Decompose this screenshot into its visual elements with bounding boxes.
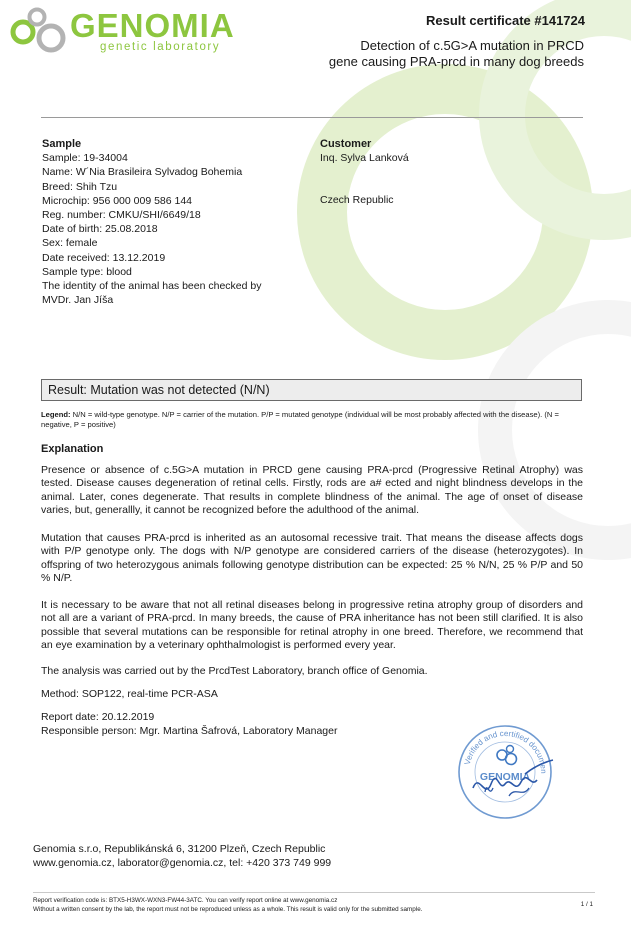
genomia-logo xyxy=(8,5,268,61)
sample-line: Breed: Shih Tzu xyxy=(42,180,118,193)
customer-heading: Customer xyxy=(320,138,372,150)
logo-circles-icon xyxy=(8,5,68,61)
explanation-heading: Explanation xyxy=(41,443,104,455)
customer-country: Czech Republic xyxy=(320,194,394,207)
verification-code: Report verification code is: BTX5-H3WX-WXN3-FW44-3ATC. You can verify report online at www.genomia.cz xyxy=(33,897,338,904)
test-title-line1: Detection of c.5G>A mutation in PRCD xyxy=(360,38,584,53)
sample-line: Sample: 19-34004 xyxy=(42,152,128,165)
footer-contact: www.genomia.cz, laborator@genomia.cz, tel: +420 373 749 999 xyxy=(33,857,332,869)
sample-line: Sex: female xyxy=(42,237,98,250)
stamp-icon xyxy=(455,722,555,822)
stamp-brand: GENOMIA xyxy=(479,771,531,783)
explanation-paragraph: Presence or absence of c.5G>A mutation in PRCD gene causing PRA-prcd (Progressive Retinal Atrophy) was tested. Disease causes degeneration of retinal cells. Firstly, rods are a# ected and night blindness develops in the animal. Later, cones degenerate. That results in complete blindness of the animal. The age of onset of disease varies, but, generallly, it cannot be recognized before the adulthood of the animal. xyxy=(41,464,583,517)
sample-line: Reg. number: CMKU/SHI/6649/18 xyxy=(42,209,201,222)
logo-brand: GENOMIA xyxy=(70,7,235,44)
sample-line: Date of birth: 25.08.2018 xyxy=(42,223,158,236)
test-title-line2: gene causing PRA-prcd in many dog breeds xyxy=(328,54,584,69)
sample-line: Microchip: 956 000 009 586 144 xyxy=(42,194,193,207)
method: Method: SOP122, real-time PCR-ASA xyxy=(41,688,218,700)
footer-address: Genomia s.r.o, Republikánská 6, 31200 Plzeň, Czech Republic xyxy=(33,843,326,855)
sample-line: Date received: 13.12.2019 xyxy=(42,251,166,264)
result-box: Result: Mutation was not detected (N/N) xyxy=(41,379,582,401)
legend xyxy=(41,410,582,430)
footer-divider xyxy=(33,892,595,893)
customer-name: Inq. Sylva Lanková xyxy=(320,152,409,165)
sample-line: Sample type: blood xyxy=(42,265,132,278)
sample-line: The identity of the animal has been checked by xyxy=(42,280,262,293)
explanation-paragraph: It is necessary to be aware that not all retinal diseases belong in progressive retina atrophy group of disorders and not all are a variant of PRA-prcd. In many breeds, the cause of PRA inheritance has not been still clarified. It is also possible that several mutations can be responsible for retinal atrophy in one breed. Therefore, we recommend that an eye examination by a veterinary ophthalmologist is performed every year. xyxy=(41,599,583,652)
page-number: 1 / 1 xyxy=(580,901,593,908)
sample-line: Name: W´Nia Brasileira Sylvadog Bohemia xyxy=(42,166,243,179)
customer-block xyxy=(320,137,520,208)
header-divider xyxy=(41,117,583,118)
sample-line: MVDr. Jan Jíša xyxy=(42,294,114,307)
legend-label: Legend: xyxy=(41,410,71,419)
certification-stamp xyxy=(455,722,555,822)
logo-subtitle: genetic laboratory xyxy=(100,41,221,53)
report-date: Report date: 20.12.2019 xyxy=(41,711,155,723)
consent-note: Without a written consent by the lab, the report must not be reproduced unless as a whole. This result is valid only for the submitted sample. xyxy=(33,906,423,913)
responsible-person: Responsible person: Mgr. Martina Šafrová, Laboratory Manager xyxy=(41,725,338,737)
lab-statement: The analysis was carried out by the PrcdTest Laboratory, branch office of Genomia. xyxy=(41,665,428,677)
explanation-paragraph: Mutation that causes PRA-prcd is inherited as an autosomal recessive trait. That means the disease affects dogs with P/P genotype only. The dogs with N/P genotype are considered carriers of the disease (heterozygotes). In offspring of two heterozygous animals following genotype distribution can be expected: 25 % N/N, 25 % P/P and 50 % N/P. xyxy=(41,532,583,585)
certificate-number: Result certificate #141724 xyxy=(426,13,585,28)
sample-heading: Sample xyxy=(42,138,82,150)
legend-text: N/N = wild-type genotype. N/P = carrier of the mutation. P/P = mutated genotype (individual will be most probably affected with the disease). (N = negative, P = positive) xyxy=(41,410,559,429)
sample-block xyxy=(42,137,302,307)
stamp-ring-text: Verified and certified documen xyxy=(462,728,549,774)
